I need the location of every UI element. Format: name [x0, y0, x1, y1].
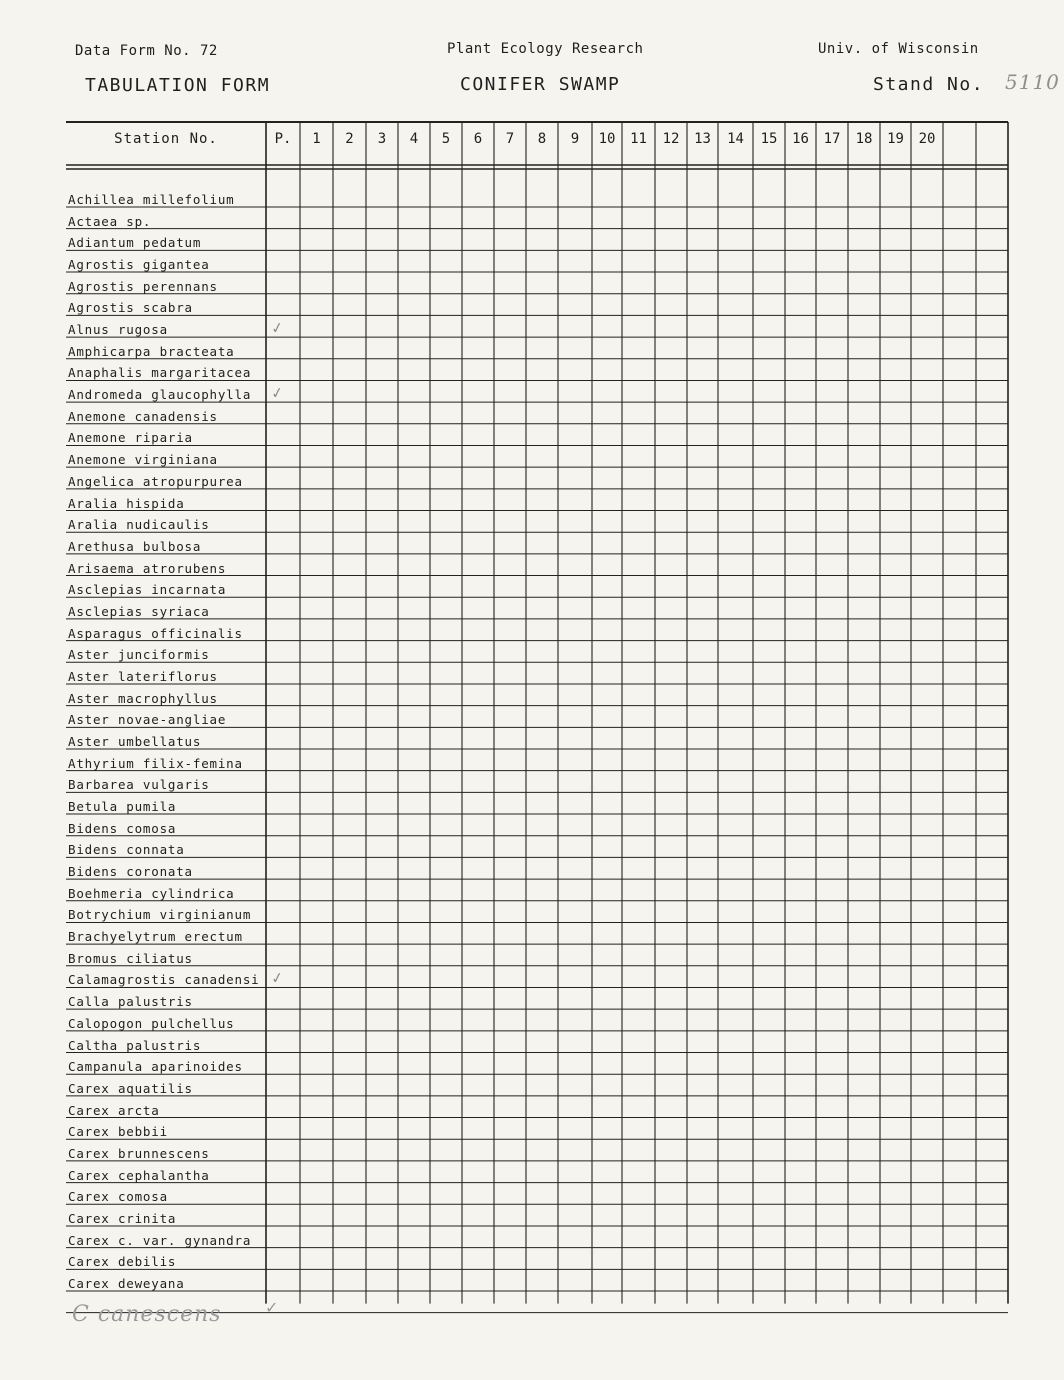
column-header-7: 7 — [505, 131, 515, 147]
species-row-label: Agrostis gigantea — [68, 257, 210, 273]
university-heading: Univ. of Wisconsin — [818, 41, 979, 57]
column-header-19: 19 — [887, 131, 904, 147]
species-row-label: Aster umbellatus — [68, 734, 202, 749]
species-row-label: Carex deweyana — [68, 1276, 185, 1291]
species-row-label: Carex arcta — [68, 1102, 160, 1118]
column-header-22 — [976, 128, 1008, 150]
species-row-label: Bidens coronata — [68, 864, 193, 880]
species-row-label: Asparagus officinalis — [68, 625, 243, 641]
column-header-20: 20 — [918, 131, 936, 147]
species-row-label: Adiantum pedatum — [68, 235, 202, 251]
column-header-14: 14 — [727, 131, 744, 147]
column-header-3: 3 — [377, 131, 387, 147]
species-row-label: Aster lateriflorus — [68, 668, 218, 684]
species-row-label: Aster novae-angliae — [68, 712, 227, 728]
species-row-label: Botrychium virginianum — [68, 907, 252, 923]
species-row-label: Betula pumila — [68, 799, 177, 815]
column-header-5: 5 — [441, 131, 451, 147]
column-header-8: 8 — [537, 131, 547, 147]
species-row-label: Caltha palustris — [68, 1037, 202, 1053]
species-row-label: Andromeda glaucophylla — [68, 387, 252, 403]
presence-check-mark: ✓ — [269, 968, 286, 989]
column-header-10: 10 — [598, 131, 616, 147]
species-row-label: Calla palustris — [68, 994, 193, 1010]
species-row-label: Alnus rugosa — [68, 322, 168, 338]
species-row-label: Aster junciformis — [68, 647, 210, 663]
column-header-4: 4 — [409, 131, 419, 147]
species-row-label: Actaea sp. — [68, 213, 152, 229]
column-header-16: 16 — [792, 131, 809, 147]
species-row-label: Carex cephalantha — [68, 1167, 210, 1183]
column-header-18: 18 — [855, 131, 873, 147]
species-row-label: Carex comosa — [68, 1189, 168, 1205]
species-row-label: Bromus ciliatus — [68, 950, 193, 966]
column-header-6: 6 — [473, 131, 483, 147]
species-row-label: Bidens connata — [68, 842, 185, 858]
column-header-21 — [943, 128, 976, 150]
species-row-label: Carex aquatilis — [68, 1080, 193, 1096]
column-header-12: 12 — [662, 131, 680, 147]
species-row-label: Achillea millefolium — [68, 192, 235, 207]
species-row-label: Calamagrostis canadensi — [68, 972, 260, 988]
species-row-label: Amphicarpa bracteata — [68, 343, 235, 359]
form-title: TABULATION FORM — [85, 75, 271, 96]
species-row-label: Athyrium filix-femina — [68, 755, 243, 771]
presence-check-mark: ✓ — [269, 318, 286, 339]
species-row-label: Angelica atropurpurea — [68, 473, 243, 489]
stand-number-handwritten: 5110 — [1005, 70, 1060, 94]
species-row-label: Boehmeria cylindrica — [68, 885, 235, 901]
handwritten-species-note: C canescens — [72, 1302, 222, 1327]
species-row-label: Arisaema atrorubens — [68, 560, 227, 576]
column-header-15: 15 — [760, 131, 778, 147]
species-row-label: Carex brunnescens — [68, 1145, 210, 1161]
species-row-label: Agrostis perennans — [68, 278, 218, 294]
species-row-label: Aster macrophyllus — [68, 690, 218, 706]
species-row-label: Carex debilis — [68, 1254, 177, 1270]
handwritten-check-mark: ✓ — [265, 1298, 279, 1317]
species-row-label: Arethusa bulbosa — [68, 538, 202, 554]
species-row-label: Bidens comosa — [68, 820, 177, 836]
community-title: CONIFER SWAMP — [460, 74, 621, 95]
presence-check-mark: ✓ — [269, 383, 286, 404]
species-row-label: Carex c. var. gynandra — [68, 1232, 252, 1248]
column-header-1: 1 — [312, 131, 321, 147]
species-row-label: Aralia nudicaulis — [68, 517, 210, 533]
research-heading: Plant Ecology Research — [447, 41, 644, 57]
species-row-label: Asclepias incarnata — [68, 582, 227, 598]
species-row-label: Calopogon pulchellus — [68, 1015, 235, 1031]
species-row-label: Asclepias syriaca — [68, 603, 210, 619]
species-row-label: Aralia hispida — [68, 495, 185, 511]
stand-label: Stand No. — [873, 74, 985, 95]
species-row-label: Anemone canadensis — [68, 408, 218, 424]
species-row-label: Carex bebbii — [68, 1124, 168, 1140]
column-header-2: 2 — [345, 131, 354, 147]
species-row-label: Carex crinita — [68, 1210, 177, 1226]
station-number-header: Station No. — [114, 131, 218, 147]
column-header-p: P. — [274, 131, 292, 147]
species-row-label: Brachyelytrum erectum — [68, 929, 243, 945]
species-row-label: Anemone virginiana — [68, 452, 218, 468]
species-row-label: Campanula aparinoides — [68, 1059, 243, 1075]
species-row-label: Anaphalis margaritacea — [68, 365, 252, 381]
form-number: Data Form No. 72 — [75, 43, 218, 59]
column-header-13: 13 — [694, 131, 711, 147]
column-header-9: 9 — [570, 131, 580, 147]
species-row-label: Barbarea vulgaris — [68, 777, 210, 793]
column-header-17: 17 — [823, 131, 841, 147]
species-row-label: Agrostis scabra — [68, 300, 193, 316]
column-header-11: 11 — [630, 131, 647, 147]
species-row-label: Anemone riparia — [68, 430, 193, 446]
